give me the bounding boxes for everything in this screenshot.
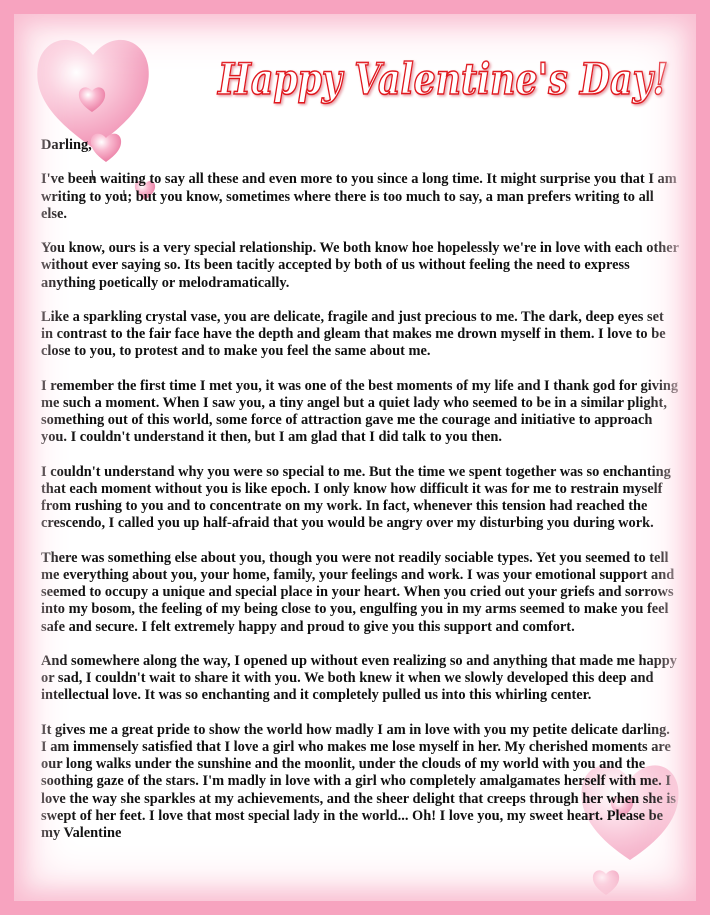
letter-paragraph: I remember the first time I met you, it was one of the best moments of my life and I thank god for giving me such a moment. When I saw you, a tiny angel but a quiet lady who seemed to be in a similar plight, something out of this world, some force of attraction gave me the courage and initiative to approach you. I couldn't understand it then, but I am glad that I did talk to you then. xyxy=(41,377,679,446)
heart-icon xyxy=(593,870,619,895)
letter-body xyxy=(41,137,679,859)
title-text: Happy Valentine's Day! xyxy=(216,55,668,105)
letter-paragraph: I've been waiting to say all these and even more to you since a long time. It might surprise you that I am writing to you; but you know, sometimes where there is too much to say, a man prefers writing to all else. xyxy=(41,171,677,222)
letter-paragraph: There was something else about you, though you were not readily sociable types. Yet you seemed to tell me everything about you, your home, family, your feelings and work. I was your emotional support and seemed to occupy a unique and special place in your heart. When you cried out your griefs and sorrows into my bosom, the feeling of my being close to you, engulfing you in my arms seemed to make you feel safe and secure. I felt extremely happy and proud to give you this support and comfort. xyxy=(41,549,675,635)
letter-paragraph: You know, ours is a very special relationship. We both know hoe hopelessly we're in love with each other without ever saying so. Its been tacitly accepted by both of us without feeling the need to express anything poetically or melodramatically. xyxy=(41,240,679,291)
letter-paragraph: I couldn't understand why you were so special to me. But the time we spent together was so enchanting that each moment without you is like epoch. I only know how difficult it was for me to restrain myself from rushing to you and to concentrate on my work. In fact, whenever this tension had reached the crescendo, I called you up half-afraid that you would be angry over my disturbing you during work. xyxy=(41,463,671,532)
letter-paragraph: And somewhere along the way, I opened up without even realizing so and anything that made me happy or sad, I couldn't wait to share it with you. We both knew it when we slowly developed this deep and intellectual love. It was so enchanting and it completely pulled us into this whirling center. xyxy=(41,652,677,704)
page-title xyxy=(212,40,682,120)
letter-paragraph: Like a sparkling crystal vase, you are delicate, fragile and just precious to me. The dark, deep eyes set in contrast to the fair face have the depth and gleam that makes me drown myself in them. I love to be close to you, to protest and to make you feel the same about me. xyxy=(41,308,666,360)
letter-paragraph: It gives me a great pride to show the world how madly I am in love with you my petite delicate darling. I am immensely satisfied that I love a girl who makes me lose myself in her. My cherished moments are our long walks under the sunshine and the moonlit, under the clouds of my world with you and the soothing gaze of the stars. I'm madly in love with a girl who completely amalgamates herself with me. I love the way she sparkles at my achievements, and the sheer delight that creeps through her when she is swept of her feet. I love that most special lady in the world... Oh! I love you, my sweet heart. Please be my Valentine xyxy=(41,721,676,841)
letter-salutation: Darling, xyxy=(41,137,92,153)
